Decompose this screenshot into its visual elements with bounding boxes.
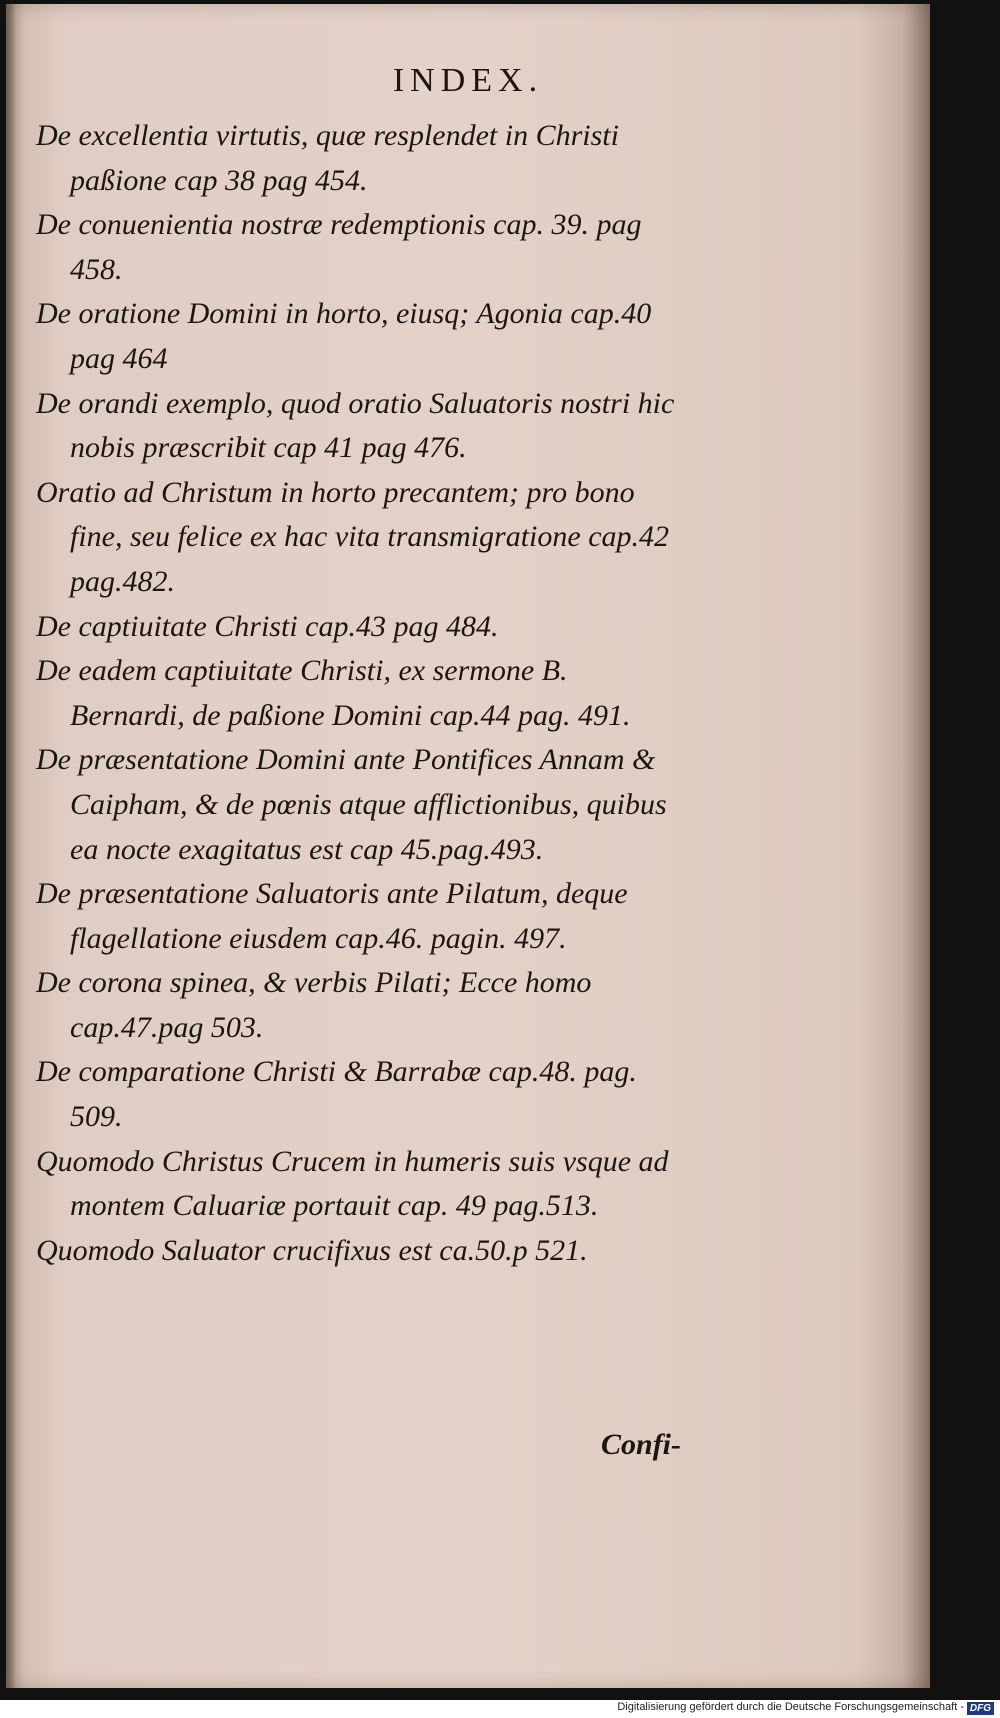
page-header: INDEX.	[392, 62, 544, 99]
index-entry: De conuenientia nostræ redemptionis cap. 39. pag 458.	[36, 208, 642, 286]
index-entry: De captiuitate Christi cap.43 pag 484.	[36, 609, 499, 643]
index-entry: Quomodo Saluator crucifixus est ca.50.p 521.	[36, 1233, 588, 1267]
catchword: Confi-	[601, 1428, 682, 1461]
index-entry: Oratio ad Christum in horto precantem; pro bono fine, seu felice ex hac vita transmigratione cap.42 pag.482.	[36, 475, 670, 598]
index-entry: De comparatione Christi & Barrabæ cap.48. pag. 509.	[36, 1055, 637, 1134]
index-entry: De orandi exemplo, quod oratio Saluatoris nostri hic nobis præscribit cap 41 pag 476.	[36, 386, 675, 465]
index-entry: De excellentia virtutis, quæ resplendet in Christi paßione cap 38 pag 454.	[36, 119, 619, 197]
footer-credit: Digitalisierung gefördert durch die Deutsche Forschungsgemeinschaft -	[617, 1701, 964, 1713]
index-entry: De præsentatione Saluatoris ante Pilatum, deque flagellatione eiusdem cap.46. pagin. 497.	[36, 877, 628, 955]
index-entry: De eadem captiuitate Christi, ex sermone B. Bernardi, de paßione Domini cap.44 pag. 491.	[36, 654, 631, 732]
index-entry: Quomodo Christus Crucem in humeris suis vsque ad montem Caluariæ portauit cap. 49 pag.513.	[36, 1144, 669, 1223]
book-page	[6, 4, 930, 1688]
dfg-logo-icon: DFG	[967, 1702, 994, 1715]
index-entries	[36, 114, 686, 1273]
index-entry: De præsentatione Domini ante Pontifices Annam & Caipham, & de pœnis atque afflictionibus, quibus ea nocte exagitatus est cap 45.pag.493.	[36, 743, 667, 866]
index-entry: De oratione Domini in horto, eiusq; Agonia cap.40 pag 464	[36, 297, 652, 375]
index-entry: De corona spinea, & verbis Pilati; Ecce homo cap.47.pag 503.	[36, 966, 592, 1044]
